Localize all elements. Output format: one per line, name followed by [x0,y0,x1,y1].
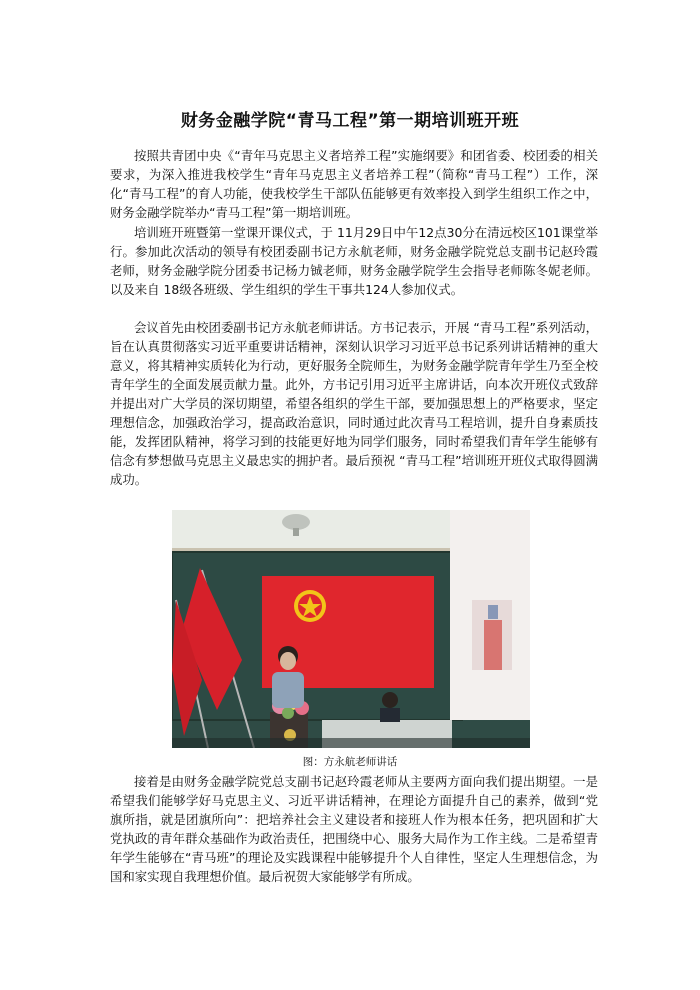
event-photo [172,510,530,748]
paragraph-speech: 会议首先由校团委副书记方永航老师讲话。方书记表示，开展 “青马工程”系列活动，旨在认真贯彻落实习近平重要讲话精神，深刻认识学习习近平总书记系列讲话精神的重大意义，将其精神实质转化为行动，更好服务全院师生，为财务金融学院青年学生乃至全校青年学生的全面发展贡献力量。此外，方书记引用习近平主席讲话，向本次开班仪式致辞并提出对广大学员的深切期望，希望各组织的学生干部，要加强思想上的严格要求，坚定理想信念，加强政治学习，提高政治意识，同时通过此次青马工程培训，提升自身素质技能，发挥团队精神，将学习到的技能更好地为同学们服务，同时希望我们青年学生能够有信念有梦想做马克思主义最忠实的拥护者。最后预祝 “青马工程”培训班开班仪式取得圆满成功。 [110,320,598,487]
paragraph-ceremony: 培训班开班暨第一堂课开课仪式，于 11月29日中午12点30分在清远校区101课堂举行。参加此次活动的领导有校团委副书记方永航老师，财务金融学院党总支副书记赵玲霞老师，财务金融学院分团委书记杨力铖老师，财务金融学院学生会指导老师陈冬妮老师。以及来自 18级各班级、学生组织的学生干事共124人参加仪式。 [110,225,598,297]
paragraph-intro: 按照共青团中央《“青年马克思主义者培养工程”实施纲要》和团省委、校团委的相关要求，为深入推进我校学生“青年马克思主义者培养工程”（简称“青马工程”）工作，深化“青马工程”的育人功能，使我校学生干部队伍能够更有效率投入到学生组织工作之中，财务金融学院举办“青马工程”第一期培训班。 [110,148,598,220]
photo-caption: 图：方永航老师讲话 [302,756,398,768]
paragraph-expectations: 接着是由财务金融学院党总支副书记赵玲霞老师从主要两方面向我们提出期望。一是希望我们能够学好马克思主义、习近平讲话精神，在理论方面提升自己的素养，做到“党旗所指，就是团旗所向”：把培养社会主义建设者和接班人作为根本任务，把巩固和扩大党执政的青年群众基础作为政治责任，把围绕中心、服务大局作为工作主线。二是希望青年学生能够在“青马班”的理论及实践课程中能够提升个人自律性，坚定人生理想信念，为国和家实现自我理想价值。最后祝贺大家能够学有所成。 [110,774,598,884]
document-title: 财务金融学院“青马工程”第一期培训班开班 [180,111,520,131]
event-photo-illustration [172,510,530,748]
youth-league-flag [262,576,434,688]
